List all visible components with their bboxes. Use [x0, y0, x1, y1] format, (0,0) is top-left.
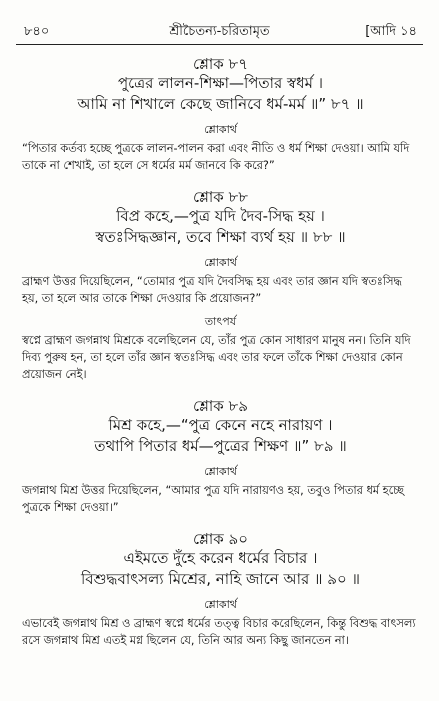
verse-line: বিশুদ্ধবাৎসল্য মিশ্রের, নাহি জানে আর ॥ ৯০ ॥	[80, 570, 361, 588]
verse-line: এইমতে দুঁহে করেন ধর্মের বিচার ।	[123, 549, 318, 567]
verse-line: বিপ্র কহে,—পুত্র যদি দৈব-সিদ্ধ হয় ।	[116, 207, 325, 225]
verse-number: শ্লোক ৮৮	[193, 188, 248, 206]
verse-line: মিশ্র কহে,—“পুত্র কেনে নহে নারায়ণ ।	[108, 416, 333, 434]
verse-number: শ্লোক ৯০	[193, 530, 248, 548]
page-number: ৮৪০	[24, 24, 50, 39]
verse-line: আমি না শিখালে কেছে জানিবে ধর্ম-মর্ম ॥” ৮৭ ॥	[77, 95, 364, 113]
translation-text: ব্রাহ্মণ উত্তর দিয়েছিলেন, “তোমার পুত্র যদি দৈবসিদ্ধ হয় এবং তার জ্ঞান যদি স্বতঃসিদ্ধ হয়, তা হলে আর তাকে শিক্ষা দেওয়ার কি প্রয়োজন?”	[22, 275, 402, 305]
section-label: [আদি ১৪	[365, 24, 417, 39]
translation-heading: শ্লোকার্থ	[204, 123, 237, 136]
verse-line: স্বতঃসিদ্ধজ্ঞান, তবে শিক্ষা ব্যর্থ হয় ॥ ৮৮ ॥	[95, 228, 346, 246]
verse-number: শ্লোক ৮৯	[193, 397, 248, 415]
translation-heading: শ্লোকার্থ	[204, 465, 237, 478]
purport-heading: তাৎপর্য	[204, 315, 237, 328]
book-title: শ্রীচৈতন্য-চরিতামৃত	[169, 24, 270, 39]
translation-text: জগন্নাথ মিশ্র উত্তর দিয়েছিলেন, “আমার পুত্র যদি নারায়ণও হয়, তবুও পিতার ধর্ম হচ্ছে পুত্রকে শিক্ষা দেওয়া।”	[22, 484, 404, 514]
translation-text: এভাবেই জগন্নাথ মিশ্র ও ব্রাহ্মণ স্বপ্নে ধর্মের তত্ত্ব বিচার করেছিলেন, কিন্তু বিশুদ্ধ বাৎসল্য রসে জগন্নাথ মিশ্র এতই মগ্ন ছিলেন যে, তিনি আর অন্য কিছু জানতেন না।	[22, 617, 416, 647]
verse-line: তথাপি পিতার ধর্ম—পুত্রের শিক্ষণ ॥” ৮৯ ॥	[94, 437, 347, 455]
translation-text: “পিতার কর্তব্য হচ্ছে পুত্রকে লালন-পালন করা এবং নীতি ও ধর্ম শিক্ষা দেওয়া। আমি যদি তাকে না শেখাই, তা হলে সে ধর্মের মর্ম জানবে কি করে?”	[22, 142, 410, 172]
purport-text: স্বপ্নে ব্রাহ্মণ জগন্নাথ মিশ্রকে বলেছিলেন যে, তাঁর পুত্র কোন সাধারণ মানুষ নন। তিনি যদি দিব্য পুরুষ হন, তা হলে তাঁর জ্ঞান স্বতঃসিদ্ধ এবং তার ফলে তাঁকে শিক্ষা দেওয়ার কোন প্রয়োজন নেই।	[22, 334, 411, 381]
verse-number: শ্লোক ৮৭	[193, 55, 248, 73]
translation-heading: শ্লোকার্থ	[204, 598, 237, 611]
translation-heading: শ্লোকার্থ	[204, 256, 237, 269]
page-header	[16, 0, 423, 45]
verse-line: পুত্রের লালন-শিক্ষা—পিতার স্বধর্ম ।	[117, 74, 324, 92]
